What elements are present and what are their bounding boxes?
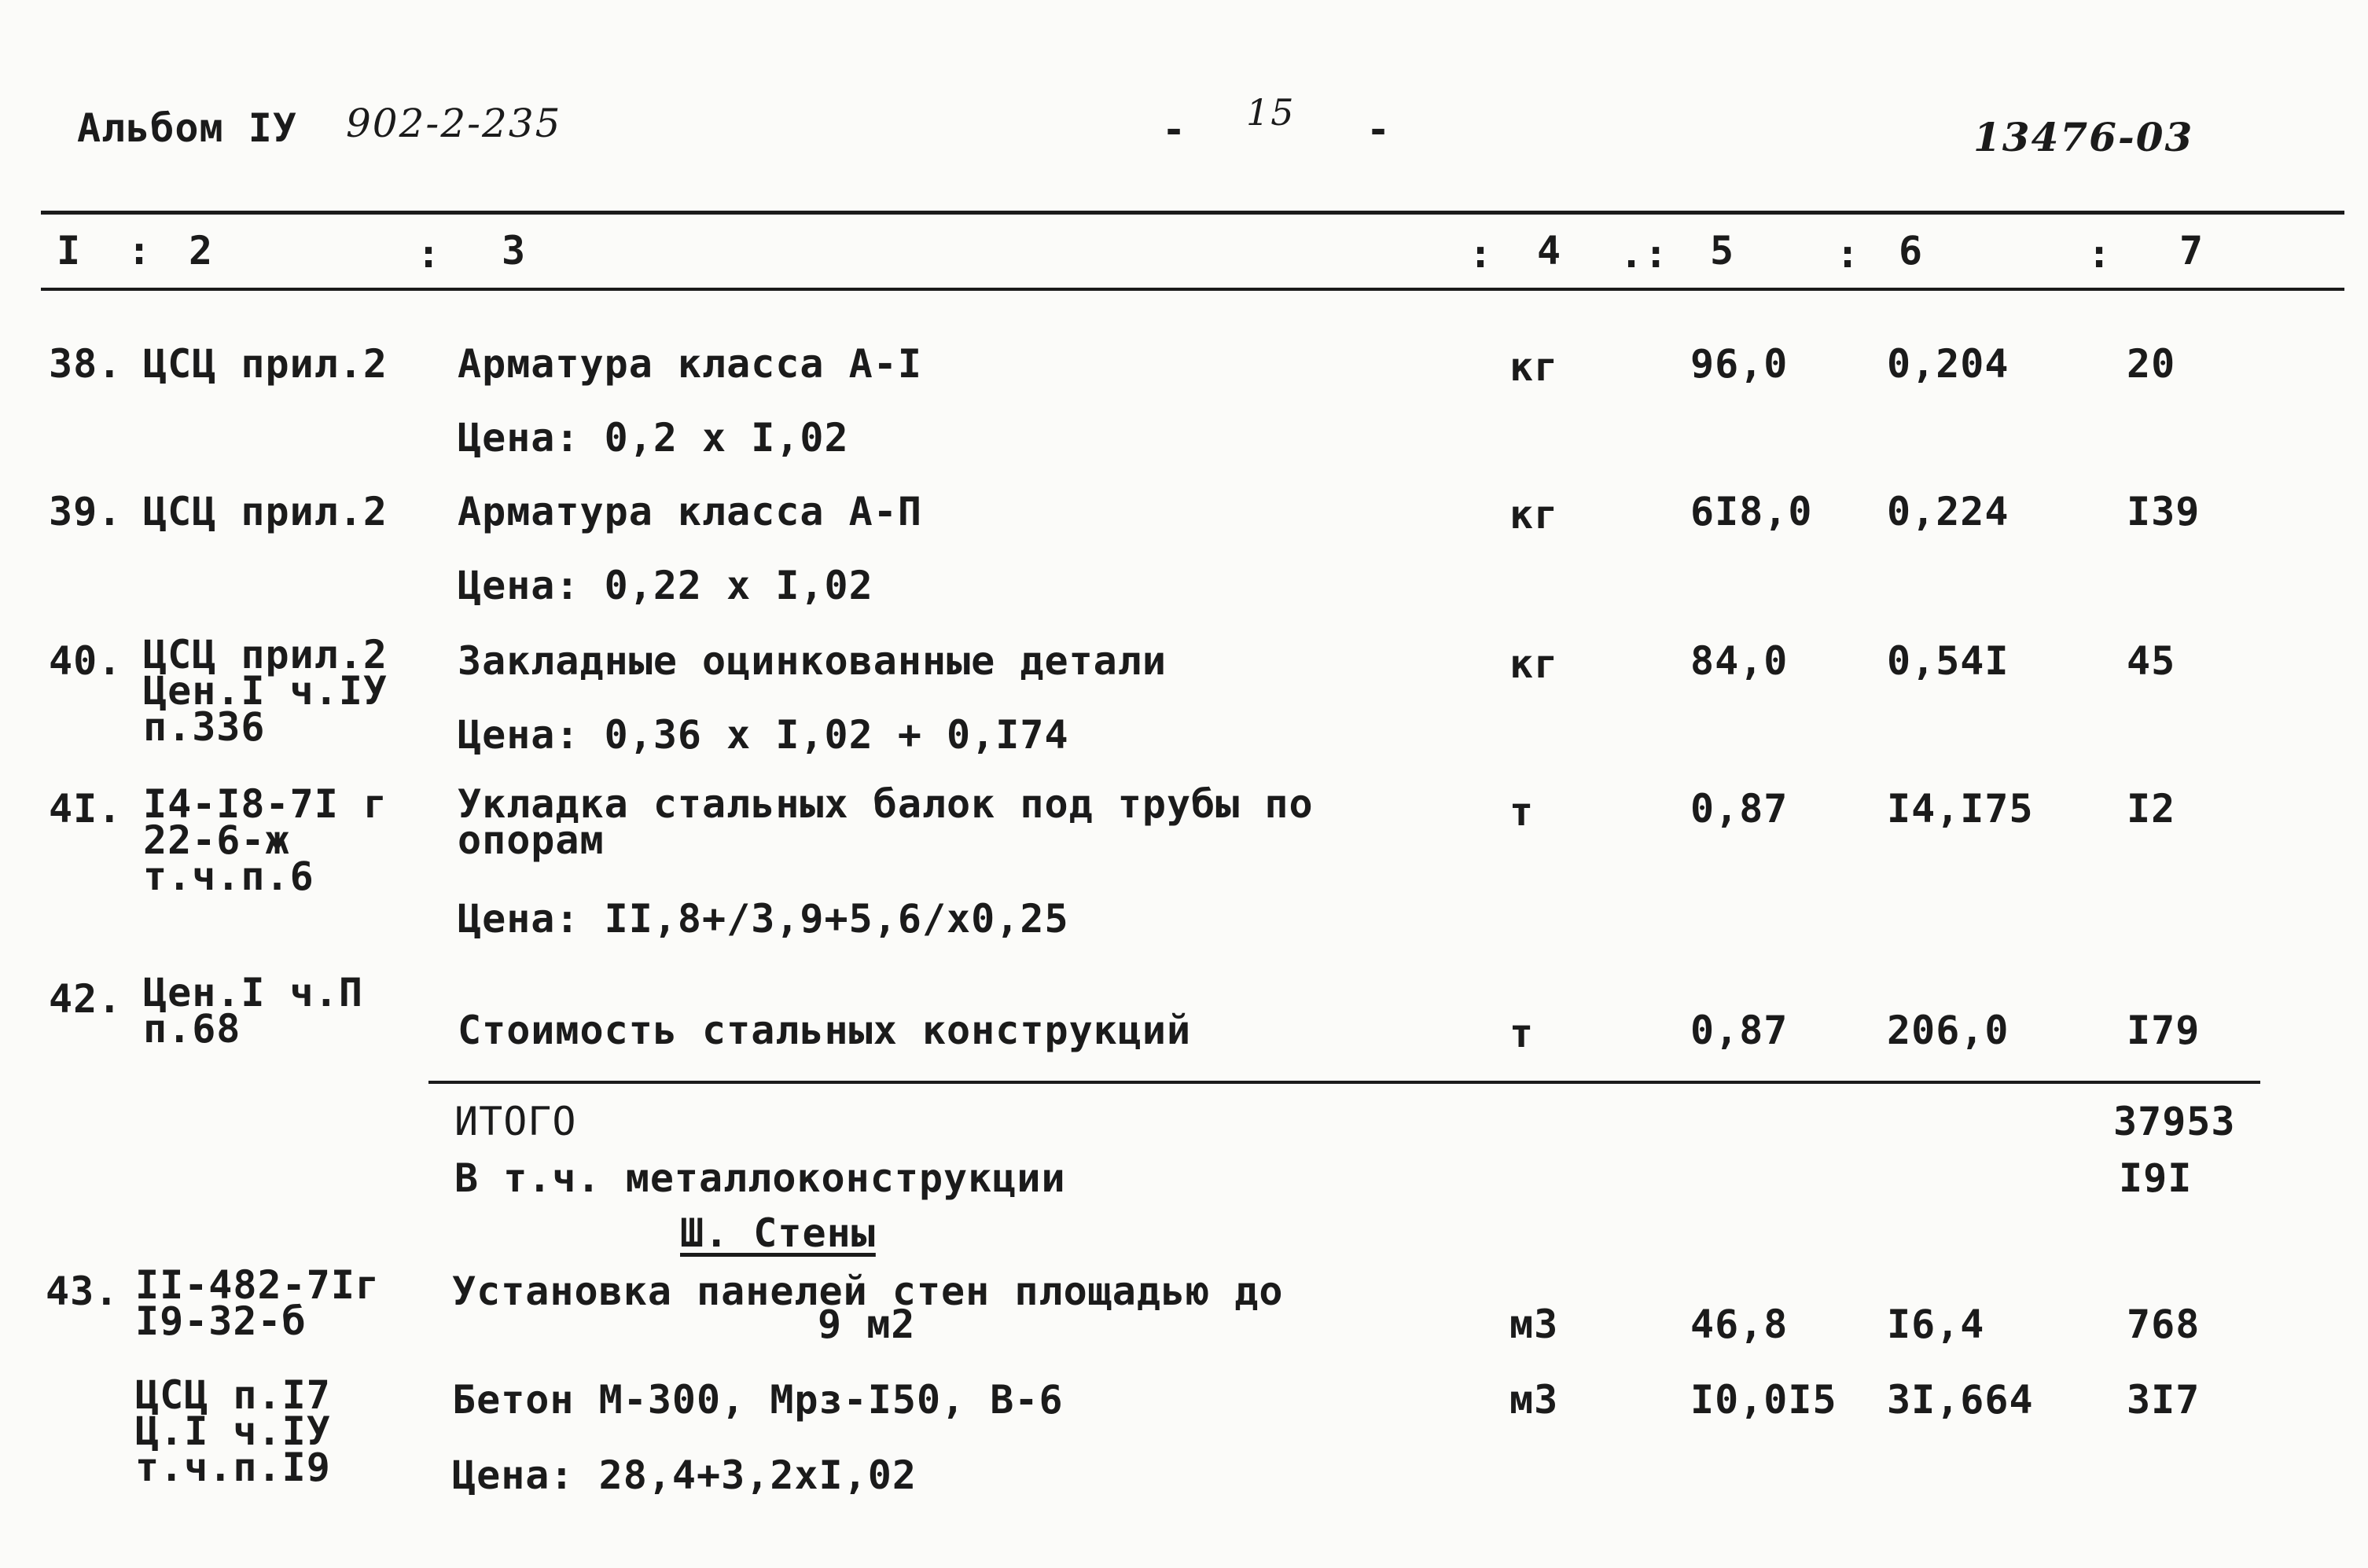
row-price-formula: Цена: 0,22 x I,02 bbox=[458, 563, 873, 608]
row-number: 42. bbox=[49, 976, 123, 1022]
row-code: I4-I8-7I г 22-6-ж т.ч.п.6 bbox=[143, 781, 388, 899]
album-label: Альбом IУ bbox=[77, 105, 297, 151]
col-header-6: 6 bbox=[1899, 228, 1924, 274]
row-name: Закладные оцинкованные детали bbox=[458, 638, 1167, 684]
row-quantity: 0,87 bbox=[1690, 786, 1789, 832]
row-unit: т bbox=[1509, 789, 1535, 835]
row-code: ЦСЦ прил.2 bbox=[143, 489, 388, 534]
row-total: I79 bbox=[2127, 1008, 2201, 1053]
metal-value: I9I bbox=[2119, 1155, 2193, 1201]
row-price-formula: Цена: 0,36 x I,02 + 0,I74 bbox=[458, 712, 1069, 758]
col-separator: : bbox=[1836, 231, 1861, 277]
row-total: 45 bbox=[2127, 638, 2176, 684]
row-unit: кг bbox=[1509, 344, 1559, 390]
row-quantity: 6I8,0 bbox=[1690, 489, 1813, 534]
section-title: Ш. Стены bbox=[680, 1210, 876, 1256]
row-number: 43. bbox=[46, 1269, 120, 1314]
page-dash-left: - bbox=[1162, 107, 1187, 152]
row-quantity: 0,87 bbox=[1690, 1008, 1789, 1053]
itogo-value: 37953 bbox=[2113, 1099, 2236, 1144]
col-header-1: I bbox=[57, 228, 82, 274]
col-separator: : bbox=[127, 228, 153, 274]
row-total: 768 bbox=[2127, 1302, 2201, 1347]
row-unit-cost: I4,I75 bbox=[1887, 786, 2034, 832]
col-separator: .: bbox=[1620, 231, 1669, 277]
row-unit-cost: 0,54I bbox=[1887, 638, 2009, 684]
row-price-formula: Цена: 0,2 x I,02 bbox=[458, 415, 849, 461]
col-header-7: 7 bbox=[2179, 228, 2204, 274]
row-code: Цен.I ч.П п.68 bbox=[143, 970, 363, 1052]
row-number: 40. bbox=[49, 638, 123, 684]
project-number: 902-2-235 bbox=[346, 101, 562, 146]
row-total: 3I7 bbox=[2127, 1377, 2201, 1423]
row-code: II-482-7Iг I9-32-б bbox=[135, 1262, 381, 1344]
row-unit: м3 bbox=[1509, 1302, 1559, 1347]
row-total: 20 bbox=[2127, 341, 2176, 387]
row-number: 39. bbox=[49, 489, 123, 534]
row-price-formula: Цена: 28,4+3,2xI,02 bbox=[452, 1452, 917, 1498]
header-top-rule bbox=[41, 211, 2344, 215]
row-unit-cost: 206,0 bbox=[1887, 1008, 2009, 1053]
page-number: 15 bbox=[1246, 91, 1296, 134]
row-name: Арматура класса А-I bbox=[458, 341, 922, 387]
row-unit: кг bbox=[1509, 492, 1559, 538]
row-unit-cost: 3I,664 bbox=[1887, 1377, 2034, 1423]
row-code: ЦСЦ п.I7 Ц.I ч.IУ т.ч.п.I9 bbox=[135, 1372, 331, 1490]
col-header-5: 5 bbox=[1710, 228, 1735, 274]
page-dash-right: - bbox=[1366, 107, 1392, 152]
row-name: Стоимость стальных конструкций bbox=[458, 1008, 1192, 1053]
col-header-4: 4 bbox=[1537, 228, 1562, 274]
row-quantity: I0,0I5 bbox=[1690, 1377, 1837, 1423]
row-name: Бетон М-300, Мрз-I50, В-6 bbox=[452, 1377, 1064, 1423]
col-separator: : bbox=[2087, 231, 2112, 277]
row-unit-cost: 0,224 bbox=[1887, 489, 2009, 534]
metal-label: В т.ч. металлоконструкции bbox=[454, 1155, 1066, 1201]
col-header-3: 3 bbox=[502, 228, 527, 274]
row-name: Арматура класса А-П bbox=[458, 489, 922, 534]
row-name-continuation: 9 м2 bbox=[818, 1302, 916, 1347]
row-unit-cost: 0,204 bbox=[1887, 341, 2009, 387]
row-total: I2 bbox=[2127, 786, 2176, 832]
row-quantity: 84,0 bbox=[1690, 638, 1789, 684]
row-unit: т bbox=[1509, 1011, 1535, 1056]
document-code: 13476-03 bbox=[1973, 114, 2194, 160]
row-number: 4I. bbox=[49, 786, 123, 832]
row-unit: кг bbox=[1509, 641, 1559, 687]
row-unit-cost: I6,4 bbox=[1887, 1302, 1985, 1347]
col-separator: : bbox=[1469, 231, 1494, 277]
header-bottom-rule bbox=[41, 288, 2344, 291]
col-separator: : bbox=[417, 231, 442, 277]
col-header-2: 2 bbox=[189, 228, 214, 274]
itogo-label: ИТОГО bbox=[454, 1099, 577, 1144]
row-name: Укладка стальных балок под трубы по опорам bbox=[458, 781, 1314, 863]
row-quantity: 46,8 bbox=[1690, 1302, 1789, 1347]
row-code: ЦСЦ прил.2 bbox=[143, 341, 388, 387]
totals-rule bbox=[428, 1081, 2260, 1084]
row-code: ЦСЦ прил.2 Цен.I ч.IУ п.336 bbox=[143, 632, 388, 750]
row-name: Установка панелей стен площадью до bbox=[452, 1269, 1284, 1314]
row-number: 38. bbox=[49, 341, 123, 387]
row-quantity: 96,0 bbox=[1690, 341, 1789, 387]
row-unit: м3 bbox=[1509, 1377, 1559, 1423]
row-price-formula: Цена: II,8+/3,9+5,6/x0,25 bbox=[458, 896, 1069, 942]
row-total: I39 bbox=[2127, 489, 2201, 534]
